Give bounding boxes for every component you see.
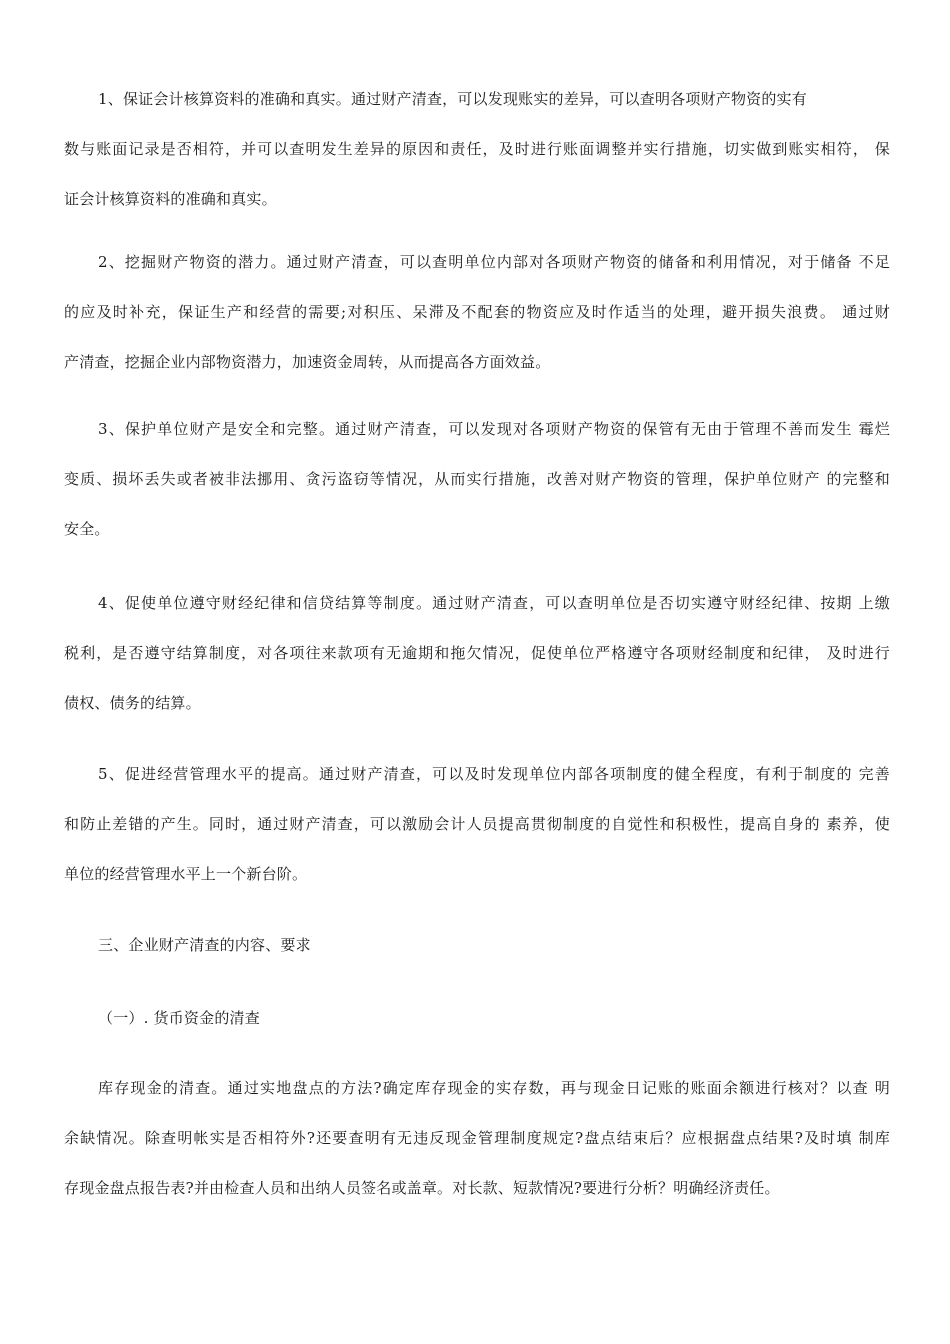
paragraph-line: 数与账面记录是否相符，并可以查明发生差异的原因和责任，及时进行账面调整并实行措施，切实做到账实相符， 保: [64, 140, 890, 158]
paragraph-line: 存现金盘点报告表?并由检查人员和出纳人员签名或盖章。对长款、短款情况?要进行分析？明确经济责任。: [64, 1179, 780, 1197]
paragraph-1: [64, 89, 890, 209]
paragraph-line: 安全。: [64, 520, 110, 538]
paragraph-line: 税利，是否遵守结算制度，对各项往来款项有无逾期和拖欠情况，促使单位严格遵守各项财经制度和纪律， 及时进行: [64, 644, 890, 662]
paragraph-line: 证会计核算资料的准确和真实。: [64, 190, 277, 208]
paragraph-line: 变质、损坏丢失或者被非法挪用、贪污盗窃等情况，从而实行措施，改善对财产物资的管理，保护单位财产 的完整和: [64, 470, 890, 488]
subsection-heading: （一）. 货币资金的清查: [98, 1009, 260, 1027]
paragraph-line: 产清查，挖掘企业内部物资潜力，加速资金周转，从而提高各方面效益。: [64, 353, 551, 371]
paragraph-line: 5、促进经营管理水平的提高。通过财产清查，可以及时发现单位内部各项制度的健全程度，有利于制度的 完善: [98, 765, 890, 783]
paragraph-line: 2、挖掘财产物资的潜力。通过财产清查，可以查明单位内部对各项财产物资的储备和利用情况，对于储备 不足: [98, 253, 890, 271]
paragraph-line: 单位的经营管理水平上一个新台阶。: [64, 865, 308, 883]
paragraph-6: [64, 1078, 890, 1198]
paragraph-line: 4、促使单位遵守财经纪律和信贷结算等制度。通过财产清查，可以查明单位是否切实遵守财经纪律、按期 上缴: [98, 594, 890, 612]
paragraph-5: [64, 764, 890, 884]
paragraph-4: [64, 593, 890, 713]
paragraph-2: [64, 252, 890, 372]
paragraph-line: 库存现金的清查。通过实地盘点的方法?确定库存现金的实存数，再与现金日记账的账面余额进行核对？以查 明: [98, 1079, 890, 1097]
paragraph-line: 和防止差错的产生。同时，通过财产清查，可以激励会计人员提高贯彻制度的自觉性和积极性，提高自身的 素养，使: [64, 815, 890, 833]
paragraph-line: 债权、债务的结算。: [64, 694, 201, 712]
section-heading: 三、企业财产清查的内容、要求: [98, 936, 311, 954]
paragraph-line: 余缺情况。除查明帐实是否相符外?还要查明有无违反现金管理制度规定?盘点结束后？应根据盘点结果?及时填 制库: [64, 1129, 890, 1147]
paragraph-line: 3、保护单位财产是安全和完整。通过财产清查，可以发现对各项财产物资的保管有无由于管理不善而发生 霉烂: [98, 420, 890, 438]
paragraph-line: 的应及时补充，保证生产和经营的需要;对积压、呆滞及不配套的物资应及时作适当的处理，避开损失浪费。 通过财: [64, 303, 890, 321]
paragraph-3: [64, 419, 890, 539]
paragraph-line: 1、保证会计核算资料的准确和真实。通过财产清查，可以发现账实的差异，可以查明各项财产物资的实有: [98, 90, 807, 108]
